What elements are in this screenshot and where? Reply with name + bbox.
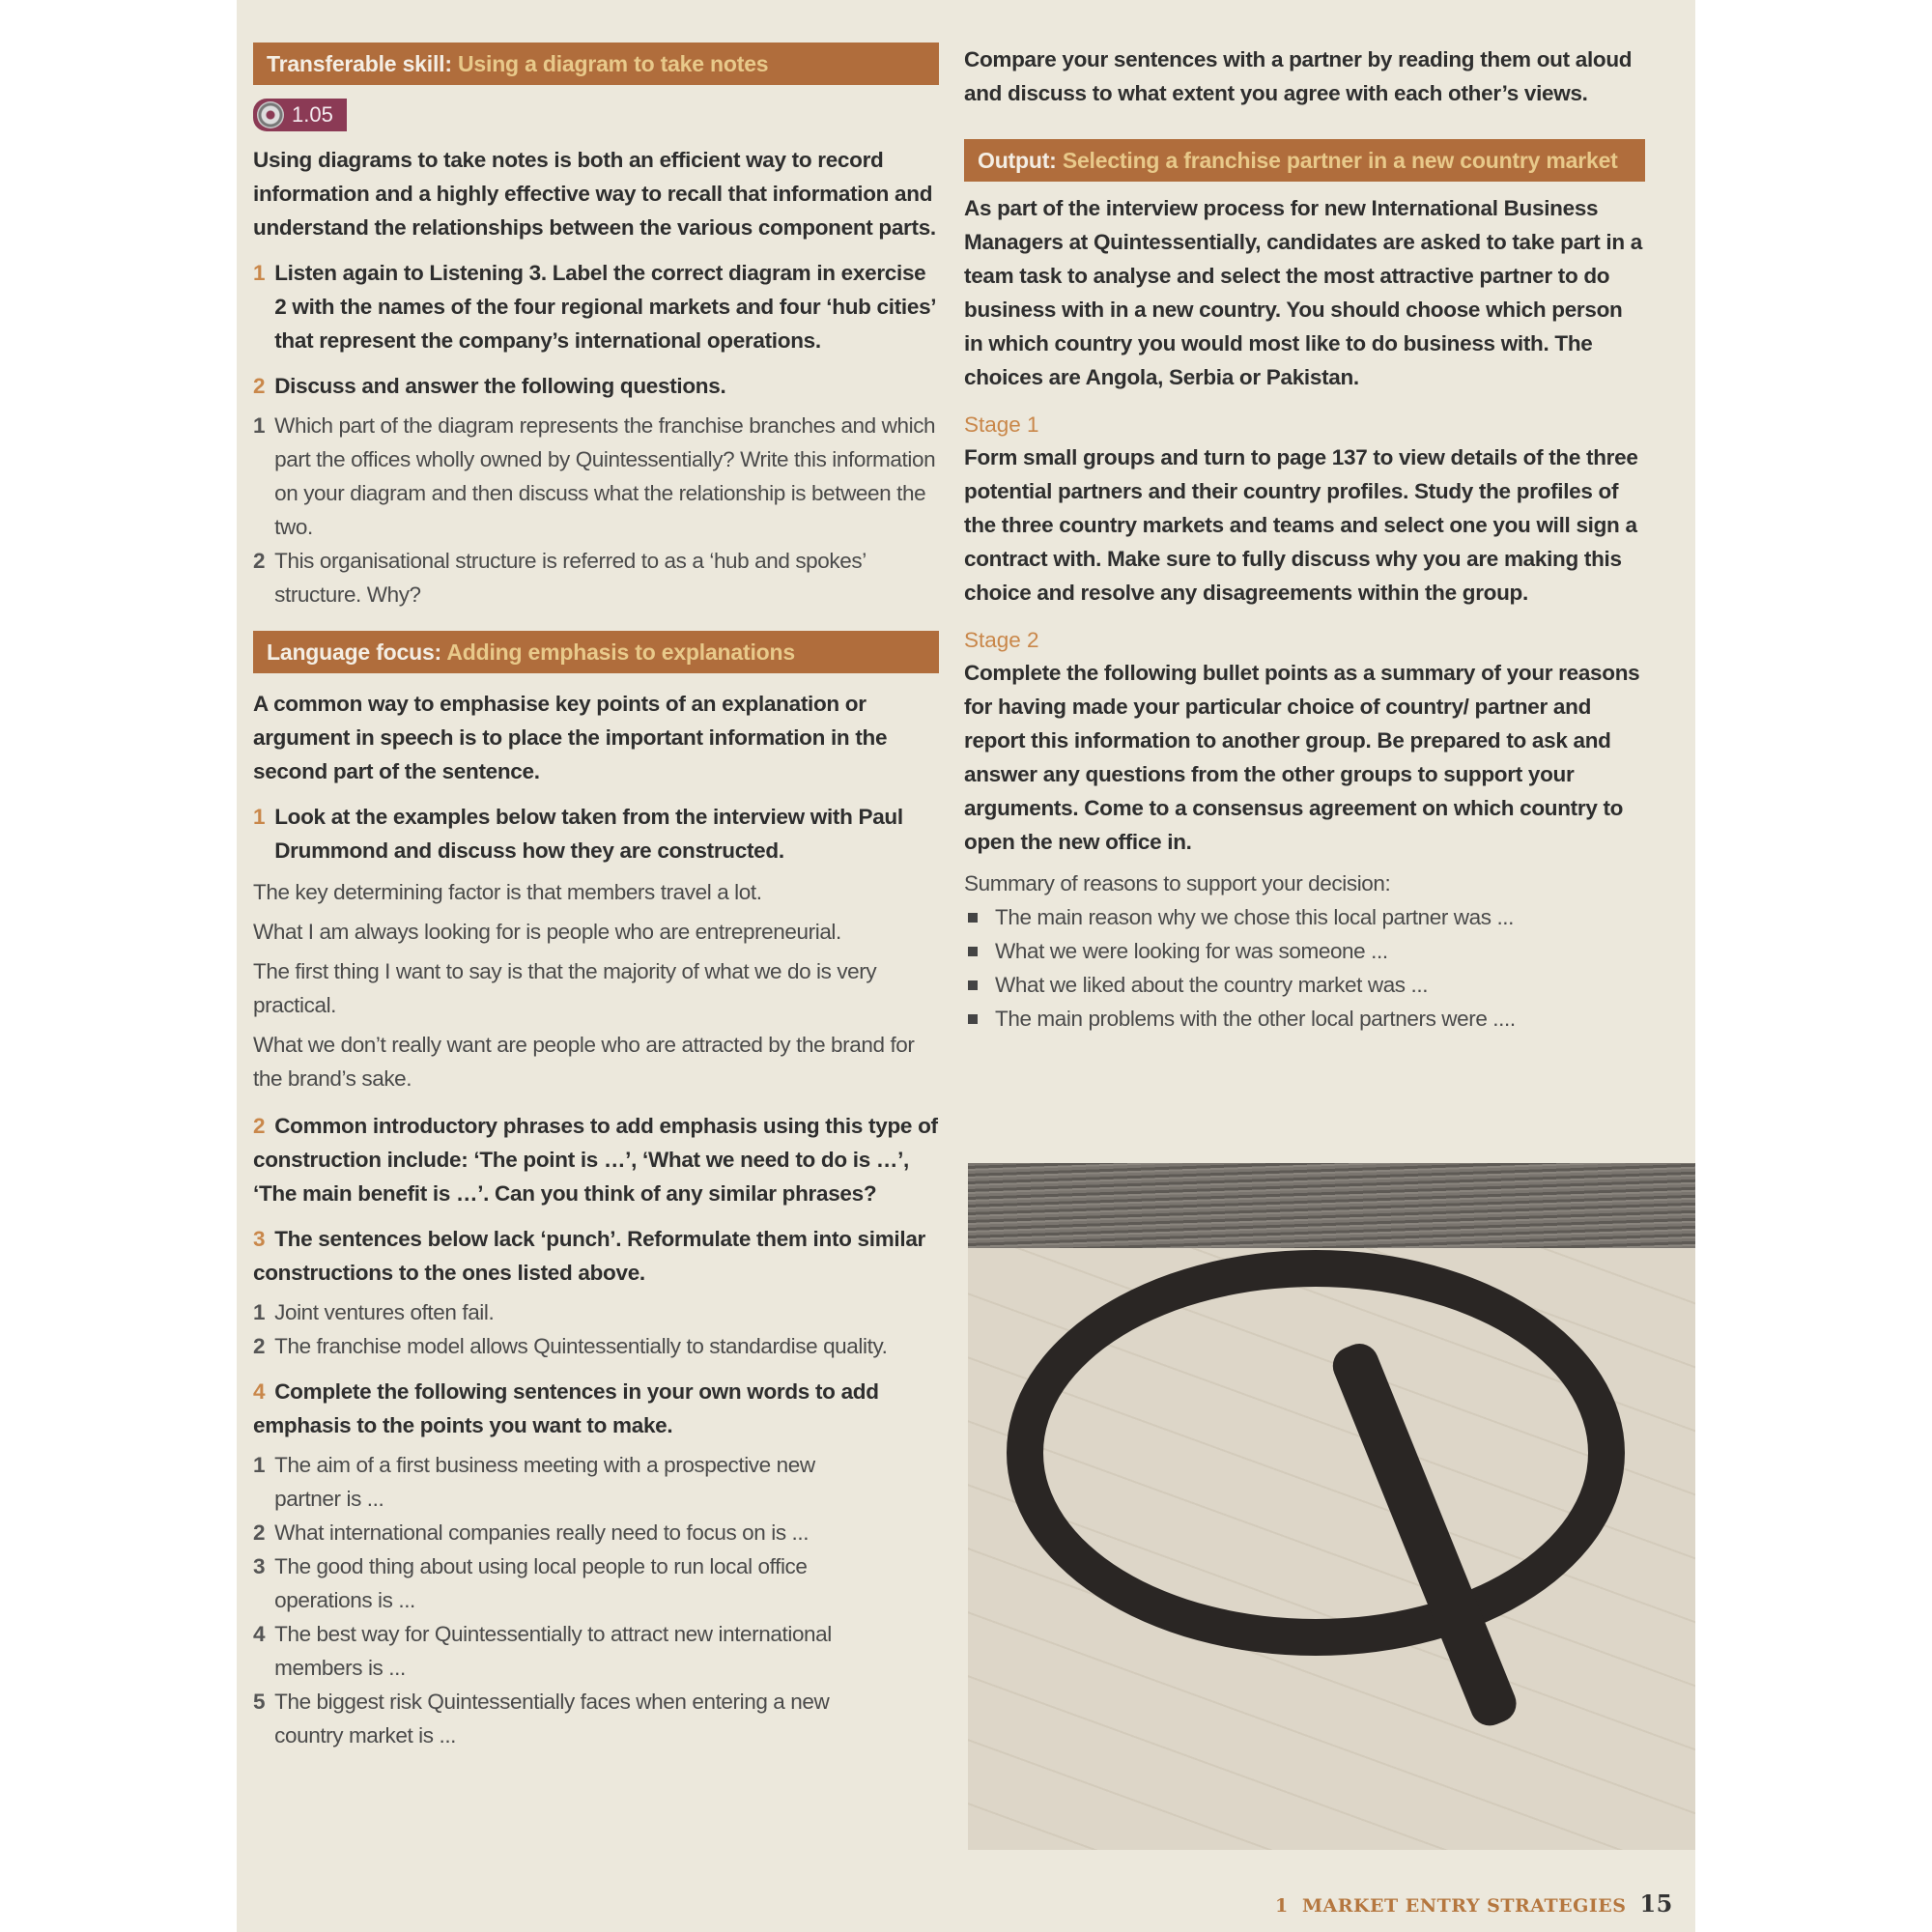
- header-label: Language focus:: [267, 639, 442, 665]
- page-number: 15: [1639, 1889, 1673, 1918]
- bullet-text: The main reason why we chose this local partner was ...: [995, 905, 1515, 929]
- item-text: What international companies really need to focus on is ...: [274, 1520, 810, 1545]
- reformulate-item: [253, 1295, 939, 1329]
- exercise-number: 4: [253, 1379, 266, 1404]
- item-text: The best way for Quintessentially to attract new international members is ...: [274, 1622, 832, 1680]
- exercise-number: 1: [253, 261, 266, 285]
- stage-1-text: Form small groups and turn to page 137 to view details of the three potential partners and their country profiles. Study the profiles of the three country markets and teams and select one you will sign a contract with. Make sure to fully discuss why you are making this choice and resolve any disagreements within the group.: [964, 445, 1638, 605]
- language-exercise-3: [253, 1222, 939, 1290]
- exercise-number: 2: [253, 1114, 266, 1138]
- header-title: Using a diagram to take notes: [458, 51, 769, 76]
- language-focus-header: [253, 631, 939, 673]
- question-item: [253, 409, 939, 544]
- stage-1-title: Stage 1: [964, 412, 1039, 437]
- exercise-text: Complete the following sentences in your own words to add emphasis to the points you want to make.: [253, 1379, 879, 1437]
- summary-bullet: [964, 968, 1645, 1002]
- item-text: Joint ventures often fail.: [274, 1300, 495, 1324]
- bullet-text: What we liked about the country market was ...: [995, 973, 1429, 997]
- item-number: 1: [253, 1453, 266, 1477]
- stage-2-text: Complete the following bullet points as a summary of your reasons for having made your particular choice of country/ partner and report this information to another group. Be prepared to ask and answer any questions from the other groups to support your arguments. Come to a consensus agreement on which country to open the new office in.: [964, 661, 1640, 854]
- exercise-number: 1: [253, 805, 266, 829]
- left-column: [253, 0, 939, 1752]
- summary-bullet: [964, 1002, 1645, 1036]
- reformulate-item: [253, 1329, 939, 1363]
- right-column: [964, 0, 1645, 1036]
- exercise-number: 2: [253, 374, 266, 398]
- item-text: The aim of a first business meeting with a prospective new partner is ...: [274, 1453, 815, 1511]
- exercise-text: Look at the examples below taken from the interview with Paul Drummond and discuss how they are constructed.: [274, 805, 903, 863]
- group-photo: [968, 1163, 1695, 1850]
- question-number: 2: [253, 549, 266, 573]
- example-sentence: What I am always looking for is people who are entrepreneurial.: [253, 920, 841, 944]
- page-footer: [1275, 1889, 1673, 1918]
- header-label: Output:: [978, 148, 1057, 173]
- question-text: Which part of the diagram represents the franchise branches and which part the offices wholly owned by Quintessentially? Write this information on your diagram and then discuss what the relationship is between the two.: [274, 413, 936, 539]
- stage-2-title: Stage 2: [964, 628, 1039, 652]
- bullet-text: The main problems with the other local partners were ....: [995, 1007, 1516, 1031]
- bullet-square-icon: [968, 913, 978, 923]
- bullet-square-icon: [968, 980, 978, 990]
- item-text: The good thing about using local people to run local office operations is ...: [274, 1554, 808, 1612]
- question-item: [253, 544, 939, 611]
- skill-exercise-1: [253, 256, 939, 357]
- language-exercise-4: [253, 1375, 939, 1442]
- example-sentence: What we don’t really want are people who are attracted by the brand for the brand’s sake.: [253, 1033, 915, 1091]
- language-exercise-1: [253, 800, 939, 867]
- complete-item: [253, 1549, 871, 1617]
- unit-title: 1 MARKET ENTRY STRATEGIES: [1275, 1895, 1627, 1917]
- bullet-square-icon: [968, 947, 978, 956]
- cd-icon: [257, 101, 284, 128]
- language-intro: A common way to emphasise key points of an explanation or argument in speech is to place the important information in the second part of the sentence.: [253, 692, 888, 783]
- summary-label: Summary of reasons to support your decision:: [964, 871, 1391, 895]
- header-title: Selecting a franchise partner in a new country market: [1062, 148, 1618, 173]
- complete-item: [253, 1685, 871, 1752]
- bullet-square-icon: [968, 1014, 978, 1024]
- item-number: 3: [253, 1554, 266, 1578]
- skill-exercise-2: [253, 369, 939, 403]
- item-number: 5: [253, 1690, 266, 1714]
- item-number: 2: [253, 1520, 266, 1545]
- output-intro: As part of the interview process for new International Business Managers at Quintessentially, candidates are asked to take part in a team task to analyse and select the most attractive partner to do business with in a new country. You should choose which person in which country you would most like to do business with. The choices are Angola, Serbia or Pakistan.: [964, 196, 1642, 389]
- header-title: Adding emphasis to explanations: [446, 639, 795, 665]
- question-text: This organisational structure is referred to as a ‘hub and spokes’ structure. Why?: [274, 549, 866, 607]
- transferable-skill-header: [253, 43, 939, 85]
- exercise-number: 3: [253, 1227, 266, 1251]
- item-number: 4: [253, 1622, 266, 1646]
- people-q-ring: [1007, 1250, 1625, 1656]
- audio-badge[interactable]: [253, 99, 939, 133]
- item-number: 1: [253, 1300, 266, 1324]
- skill-intro: Using diagrams to take notes is both an efficient way to record information and a highly effective way to recall that information and understand the relationships between the various component parts.: [253, 148, 936, 240]
- language-exercise-2: [253, 1109, 939, 1210]
- example-sentence: The first thing I want to say is that the majority of what we do is very practical.: [253, 959, 877, 1017]
- question-number: 1: [253, 413, 266, 438]
- item-text: The franchise model allows Quintessentially to standardise quality.: [274, 1334, 888, 1358]
- header-label: Transferable skill:: [267, 51, 452, 76]
- output-header: [964, 139, 1645, 182]
- exercise-text: Discuss and answer the following questions.: [274, 374, 726, 398]
- audio-track-number: 1.05: [292, 102, 333, 127]
- item-text: The biggest risk Quintessentially faces when entering a new country market is ...: [274, 1690, 830, 1747]
- complete-item: [253, 1516, 871, 1549]
- summary-bullet: [964, 900, 1645, 934]
- exercise-text: Listen again to Listening 3. Label the correct diagram in exercise 2 with the names of the four regional markets and four ‘hub cities’ that represent the company’s international operations.: [274, 261, 935, 353]
- bullet-text: What we were looking for was someone ...: [995, 939, 1388, 963]
- complete-item: [253, 1617, 871, 1685]
- complete-item: [253, 1448, 871, 1516]
- compare-text: Compare your sentences with a partner by reading them out aloud and discuss to what extent you agree with each other’s views.: [964, 47, 1633, 105]
- item-number: 2: [253, 1334, 266, 1358]
- exercise-text: The sentences below lack ‘punch’. Reformulate them into similar constructions to the ones listed above.: [253, 1227, 925, 1285]
- exercise-text: Common introductory phrases to add emphasis using this type of construction include: ‘The point is …’, ‘What we need to do is …’, ‘The main benefit is …’. Can you think of any similar phrases?: [253, 1114, 938, 1206]
- example-sentence: The key determining factor is that members travel a lot.: [253, 880, 762, 904]
- summary-bullet: [964, 934, 1645, 968]
